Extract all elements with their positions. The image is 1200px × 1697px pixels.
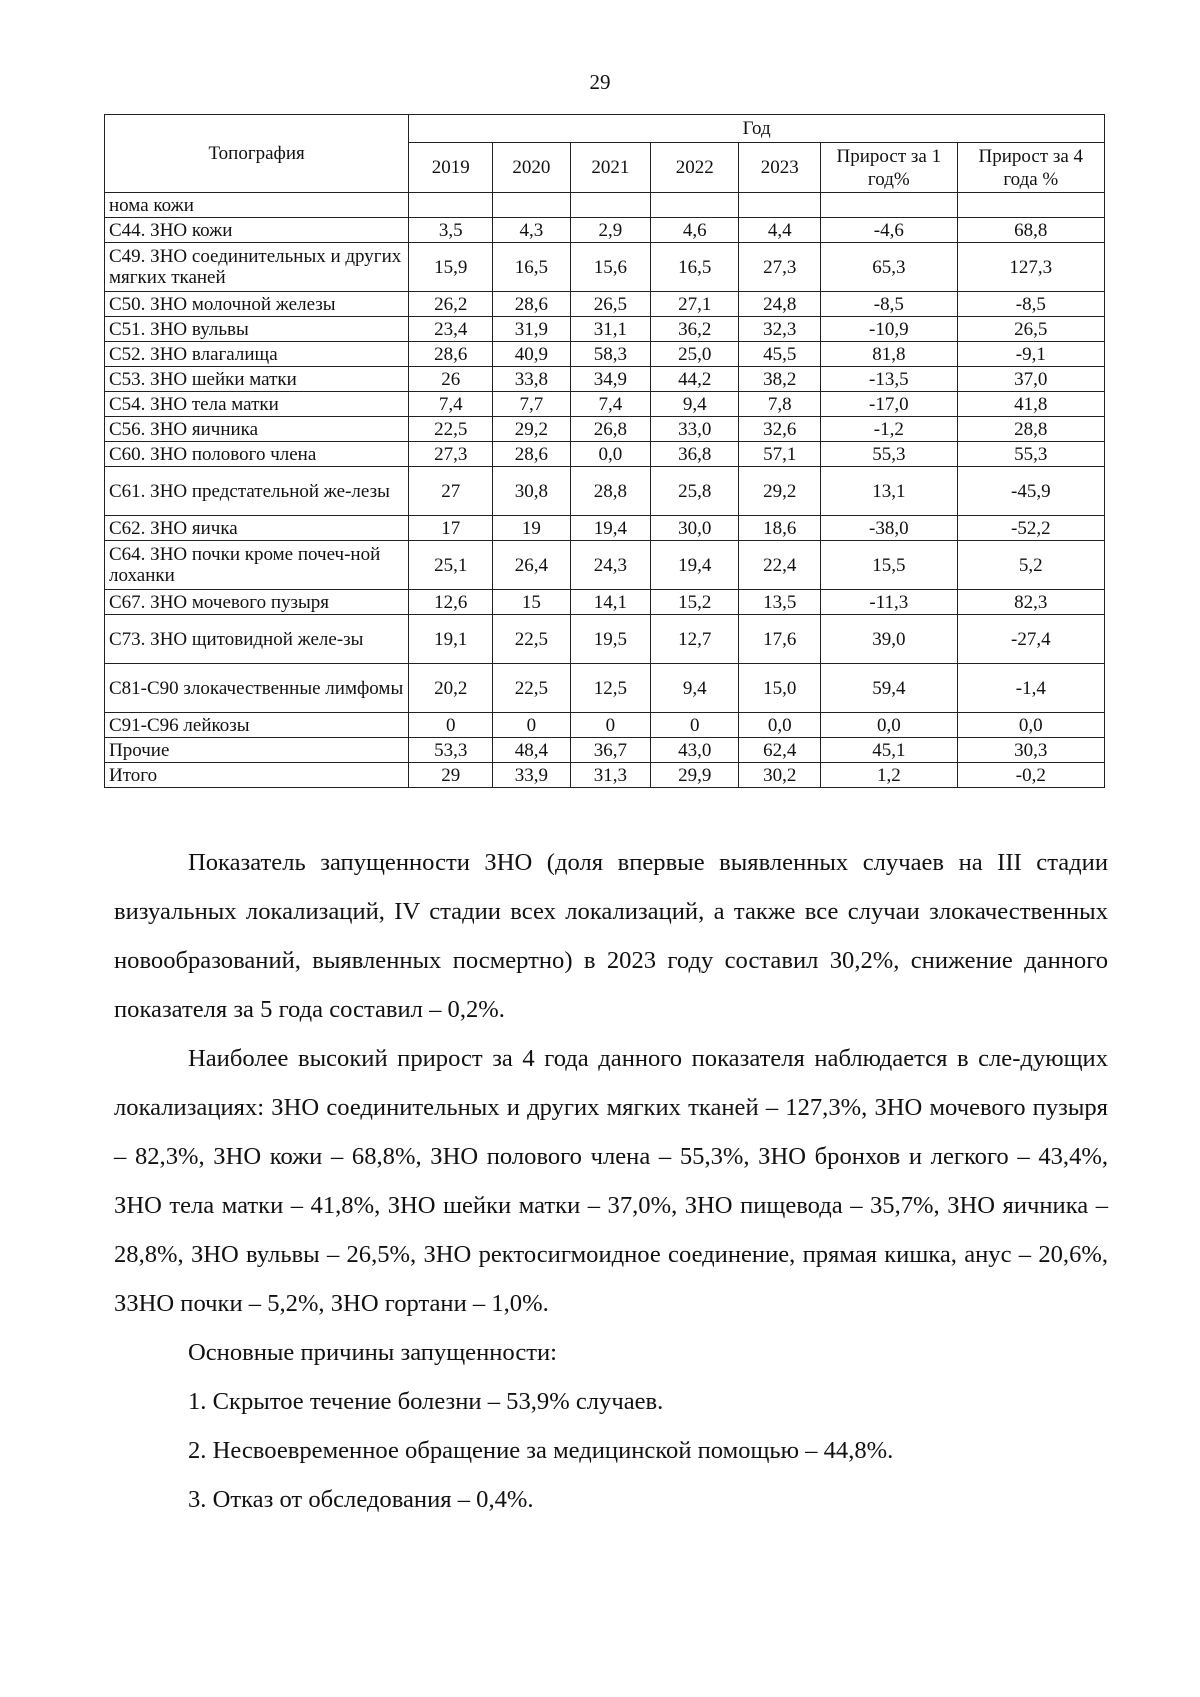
row-value: 0 (493, 713, 570, 738)
row-value: 37,0 (957, 367, 1104, 392)
row-value: 22,4 (739, 541, 821, 590)
table-row (105, 317, 1105, 342)
row-value: 19,4 (570, 516, 651, 541)
row-value: 53,3 (409, 738, 493, 763)
row-value: 17,6 (739, 615, 821, 664)
row-topography: С56. ЗНО яичника (105, 417, 409, 442)
row-value: 58,3 (570, 342, 651, 367)
row-value: 22,5 (493, 615, 570, 664)
header-year: 2023 (739, 143, 821, 193)
row-value: -8,5 (821, 292, 958, 317)
row-value: 26,8 (570, 417, 651, 442)
row-value: 40,9 (493, 342, 570, 367)
row-topography: С53. ЗНО шейки матки (105, 367, 409, 392)
row-value: 48,4 (493, 738, 570, 763)
row-value: 26,2 (409, 292, 493, 317)
reason-item: 1. Скрытое течение болезни – 53,9% случаев. (188, 1388, 664, 1415)
row-topography: С49. ЗНО соединительных и других мягких тканей (105, 243, 409, 292)
row-topography: Итого (105, 763, 409, 788)
row-value: 65,3 (821, 243, 958, 292)
row-value (409, 193, 493, 218)
row-value (570, 193, 651, 218)
row-value: 15,2 (651, 590, 739, 615)
row-value: 30,2 (739, 763, 821, 788)
page-number: 29 (589, 70, 611, 94)
row-value: 7,4 (570, 392, 651, 417)
row-value: 0,0 (821, 713, 958, 738)
table-row (105, 590, 1105, 615)
row-value: 22,5 (493, 664, 570, 713)
row-value: 9,4 (651, 664, 739, 713)
header-year: 2019 (409, 143, 493, 193)
row-value (739, 193, 821, 218)
table-row (105, 218, 1105, 243)
table-row (105, 615, 1105, 664)
row-value: 31,3 (570, 763, 651, 788)
row-value: 14,1 (570, 590, 651, 615)
row-value: -11,3 (821, 590, 958, 615)
row-topography: С64. ЗНО почки кроме почеч-ной лоханки (105, 541, 409, 590)
row-value: -52,2 (957, 516, 1104, 541)
row-topography: С62. ЗНО яичка (105, 516, 409, 541)
row-value: 26,5 (570, 292, 651, 317)
row-value: 23,4 (409, 317, 493, 342)
row-value: -8,5 (957, 292, 1104, 317)
row-value: 29,9 (651, 763, 739, 788)
row-value: -45,9 (957, 467, 1104, 516)
paragraph: Показатель запущенности ЗНО (доля впервые выявленных случаев на III стадии визуальных локализаций, IV стадии всех локализаций, а также все случаи злокачественных новообразований, выявленных посмертно) в 2023 году составил 30,2%, снижение данного показателя за 5 года составил – 0,2%. (114, 849, 1108, 1023)
row-value: 19,4 (651, 541, 739, 590)
reason-item: 2. Несвоевременное обращение за медицинской помощью – 44,8%. (188, 1437, 894, 1464)
row-value (957, 193, 1104, 218)
row-value: 127,3 (957, 243, 1104, 292)
row-value: 30,3 (957, 738, 1104, 763)
row-value: -0,2 (957, 763, 1104, 788)
row-value (821, 193, 958, 218)
row-value: 43,0 (651, 738, 739, 763)
row-value: 45,5 (739, 342, 821, 367)
row-value: -9,1 (957, 342, 1104, 367)
row-value: 7,7 (493, 392, 570, 417)
row-topography: нома кожи (105, 193, 409, 218)
row-value: 57,1 (739, 442, 821, 467)
row-value: 45,1 (821, 738, 958, 763)
row-value: 0,0 (957, 713, 1104, 738)
row-value: 44,2 (651, 367, 739, 392)
row-value: 17 (409, 516, 493, 541)
header-growth-1-year: Прирост за 1 год% (821, 143, 958, 193)
row-topography: С54. ЗНО тела матки (105, 392, 409, 417)
row-value: 15 (493, 590, 570, 615)
row-value: 68,8 (957, 218, 1104, 243)
row-topography: С50. ЗНО молочной железы (105, 292, 409, 317)
row-value: 29,2 (493, 417, 570, 442)
row-value: 55,3 (821, 442, 958, 467)
row-value: 31,9 (493, 317, 570, 342)
reason-item: 3. Отказ от обследования – 0,4%. (188, 1486, 534, 1513)
row-value: 25,8 (651, 467, 739, 516)
row-topography: С44. ЗНО кожи (105, 218, 409, 243)
row-value: 27,3 (409, 442, 493, 467)
row-value: 59,4 (821, 664, 958, 713)
row-value: 31,1 (570, 317, 651, 342)
table-row (105, 392, 1105, 417)
row-value: 62,4 (739, 738, 821, 763)
row-value: 13,1 (821, 467, 958, 516)
table-row (105, 664, 1105, 713)
row-topography: С81-С90 злокачественные лимфомы (105, 664, 409, 713)
row-value: -1,4 (957, 664, 1104, 713)
row-topography: С91-С96 лейкозы (105, 713, 409, 738)
row-value: 28,8 (957, 417, 1104, 442)
row-value: 20,2 (409, 664, 493, 713)
row-value: 0 (409, 713, 493, 738)
row-topography: С52. ЗНО влагалища (105, 342, 409, 367)
table-body (105, 193, 1105, 788)
row-value (651, 193, 739, 218)
row-value: 28,6 (493, 442, 570, 467)
table-row (105, 467, 1105, 516)
row-value: 15,0 (739, 664, 821, 713)
row-value (493, 193, 570, 218)
row-value: 0,0 (739, 713, 821, 738)
header-year: 2020 (493, 143, 570, 193)
table-row (105, 442, 1105, 467)
header-year: 2021 (570, 143, 651, 193)
row-value: 33,9 (493, 763, 570, 788)
row-value: 12,7 (651, 615, 739, 664)
row-value: 4,3 (493, 218, 570, 243)
row-value: -27,4 (957, 615, 1104, 664)
row-value: 19,5 (570, 615, 651, 664)
table-row (105, 713, 1105, 738)
row-value: 24,8 (739, 292, 821, 317)
row-value: 26 (409, 367, 493, 392)
row-value: 16,5 (493, 243, 570, 292)
row-value: 28,6 (493, 292, 570, 317)
row-value: 26,4 (493, 541, 570, 590)
row-value: 36,7 (570, 738, 651, 763)
row-value: 29 (409, 763, 493, 788)
paragraph: Наиболее высокий прирост за 4 года данного показателя наблюдается в сле-дующих локализациях: ЗНО соединительных и других мягких тканей – 127,3%, ЗНО мочевого пузыря – 82,3%, ЗНО кожи – 68,8%, ЗНО полового члена – 55,3%, ЗНО бронхов и легкого – 43,4%, ЗНО тела матки – 41,8%, ЗНО шейки матки – 37,0%, ЗНО пищевода – 35,7%, ЗНО яичника – 28,8%, ЗНО вульвы – 26,5%, ЗНО ректосигмоидное соединение, прямая кишка, анус – 20,6%, ЗЗНО почки – 5,2%, ЗНО гортани – 1,0%. (114, 1045, 1108, 1317)
row-value: 29,2 (739, 467, 821, 516)
row-value: 3,5 (409, 218, 493, 243)
row-topography: Прочие (105, 738, 409, 763)
row-value: 15,6 (570, 243, 651, 292)
row-value: 0,0 (570, 442, 651, 467)
table-row (105, 541, 1105, 590)
row-value: 34,9 (570, 367, 651, 392)
row-value: 15,9 (409, 243, 493, 292)
row-topography: С73. ЗНО щитовидной желе-зы (105, 615, 409, 664)
row-value: 4,6 (651, 218, 739, 243)
row-value: 18,6 (739, 516, 821, 541)
header-year-group: Год (409, 115, 1105, 143)
row-value: 15,5 (821, 541, 958, 590)
row-value: 30,0 (651, 516, 739, 541)
table-row (105, 417, 1105, 442)
row-value: -17,0 (821, 392, 958, 417)
row-value: 4,4 (739, 218, 821, 243)
row-value: 12,5 (570, 664, 651, 713)
table-row (105, 738, 1105, 763)
row-topography: С61. ЗНО предстательной же-лезы (105, 467, 409, 516)
header-topography: Топография (105, 115, 409, 193)
row-value: -10,9 (821, 317, 958, 342)
row-value: 32,3 (739, 317, 821, 342)
table-row (105, 243, 1105, 292)
row-value: 30,8 (493, 467, 570, 516)
row-value: 28,8 (570, 467, 651, 516)
row-value: 7,4 (409, 392, 493, 417)
row-topography: С51. ЗНО вульвы (105, 317, 409, 342)
row-value: 0 (651, 713, 739, 738)
row-value: 36,2 (651, 317, 739, 342)
row-value: 33,0 (651, 417, 739, 442)
row-value: 25,1 (409, 541, 493, 590)
row-value: -1,2 (821, 417, 958, 442)
row-value: 12,6 (409, 590, 493, 615)
row-value: 16,5 (651, 243, 739, 292)
row-value: 25,0 (651, 342, 739, 367)
row-value: 36,8 (651, 442, 739, 467)
row-value: 24,3 (570, 541, 651, 590)
table-row (105, 292, 1105, 317)
row-value: 22,5 (409, 417, 493, 442)
row-value: 13,5 (739, 590, 821, 615)
table-row (105, 367, 1105, 392)
row-value: 41,8 (957, 392, 1104, 417)
incidence-table (104, 114, 1105, 788)
row-value: 39,0 (821, 615, 958, 664)
table-row (105, 193, 1105, 218)
row-value: 1,2 (821, 763, 958, 788)
row-value: 55,3 (957, 442, 1104, 467)
table-row (105, 516, 1105, 541)
row-value: 5,2 (957, 541, 1104, 590)
body-text (114, 838, 1108, 1524)
row-value: 33,8 (493, 367, 570, 392)
row-value: 38,2 (739, 367, 821, 392)
row-value: 9,4 (651, 392, 739, 417)
row-value: 81,8 (821, 342, 958, 367)
row-value: 19 (493, 516, 570, 541)
table-row (105, 763, 1105, 788)
row-value: 19,1 (409, 615, 493, 664)
row-value: -38,0 (821, 516, 958, 541)
row-value: 26,5 (957, 317, 1104, 342)
row-value: 27,1 (651, 292, 739, 317)
row-topography: С67. ЗНО мочевого пузыря (105, 590, 409, 615)
row-value: 28,6 (409, 342, 493, 367)
row-value: 2,9 (570, 218, 651, 243)
row-value: 0 (570, 713, 651, 738)
row-value: -4,6 (821, 218, 958, 243)
row-value: 27 (409, 467, 493, 516)
row-topography: С60. ЗНО полового члена (105, 442, 409, 467)
paragraph: Основные причины запущенности: (188, 1339, 557, 1366)
row-value: 27,3 (739, 243, 821, 292)
header-growth-4-years: Прирост за 4 года % (957, 143, 1104, 193)
row-value: 82,3 (957, 590, 1104, 615)
row-value: 7,8 (739, 392, 821, 417)
table-row (105, 342, 1105, 367)
row-value: 32,6 (739, 417, 821, 442)
header-year: 2022 (651, 143, 739, 193)
row-value: -13,5 (821, 367, 958, 392)
